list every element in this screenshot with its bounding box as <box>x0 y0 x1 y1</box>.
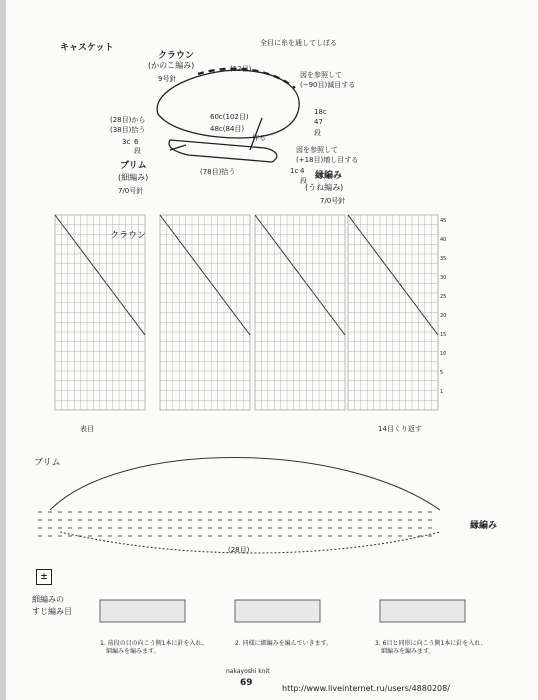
row-num: 15 <box>440 332 447 338</box>
brim-arrow <box>170 145 186 150</box>
footer-url[interactable]: http://www.liveinternet.ru/users/4880208/ <box>282 684 450 693</box>
stitches-12: (12目) <box>230 65 252 73</box>
technique-title-1: 細編みの <box>32 595 64 604</box>
row-num: 45 <box>440 218 447 224</box>
needle-9: 9号針 <box>158 75 177 83</box>
dan: 段 <box>314 129 321 137</box>
crown-grid-hatch <box>55 215 438 410</box>
make: 作る <box>252 134 266 142</box>
needle-7-right: 7/0号針 <box>320 197 346 205</box>
pickup-1: (28目)から <box>110 116 146 124</box>
c1-rows: 4 <box>300 167 305 175</box>
r47: 47 <box>314 118 323 126</box>
pickup-78: (78目)拾う <box>200 168 236 176</box>
c48: 48c(84目) <box>210 125 245 133</box>
c3-rows: 6 <box>134 138 139 146</box>
c3: 3c <box>122 138 131 146</box>
symbol-box: ± <box>36 569 52 585</box>
footer-page: 69 <box>240 678 253 688</box>
brim-sub: (細編み) <box>118 173 149 182</box>
step2: 2. 同様に細編みを編んでいきます。 <box>235 640 333 647</box>
legend-text: 表目 <box>80 425 94 433</box>
step1-b: 細編みを編みます。 <box>106 648 160 655</box>
row-num: 1 <box>440 389 444 395</box>
hat-title: キャスケット <box>60 43 114 53</box>
crown-label: クラウン <box>158 51 195 61</box>
brim-bottom <box>60 532 440 553</box>
repeat-note: 14目くり返す <box>378 425 422 433</box>
footer-brand: nakayoshi knit <box>226 668 270 675</box>
step3-a: 3. 6目と同形に向こう側1本に針を入れ、 <box>375 640 487 647</box>
dan2: 段 <box>134 147 141 155</box>
step1-a: 1. 前段の目の向こう側1本に針を入れ、 <box>100 640 208 647</box>
crown-chart-label: クラウン <box>110 231 147 241</box>
technique-title-2: すじ編み目 <box>32 607 72 616</box>
note-top: 全目に糸を通してしぼる <box>260 39 337 47</box>
brim-edge-label: 縁編み <box>470 521 498 531</box>
ref-minus: 図を参照して <box>300 71 342 79</box>
ref-plus: 図を参照して <box>296 146 338 154</box>
brim-arc <box>50 458 440 511</box>
edge-sub: (うね編み) <box>305 183 344 192</box>
brim-count-28: (28目) <box>228 546 250 554</box>
ref-minus-2: (−90目)減目する <box>300 81 356 89</box>
technique-illustrations <box>100 600 465 622</box>
brim-chart-label: ブリム <box>34 458 61 468</box>
brim-stitch-marks <box>38 512 432 536</box>
c60: 60c(102目) <box>210 113 249 121</box>
brim-chart <box>50 458 440 554</box>
crown-sub: (かのこ編み) <box>148 61 195 70</box>
row-num: 25 <box>440 294 447 300</box>
c18: 18c <box>314 108 327 116</box>
c1: 1c <box>290 167 299 175</box>
row-num: 30 <box>440 275 447 281</box>
brim-outline <box>169 140 277 162</box>
row-num: 35 <box>440 256 447 262</box>
step3-b: 細編みを編みます。 <box>381 648 435 655</box>
row-num: 5 <box>440 370 444 376</box>
edge-label: 縁編み <box>315 171 343 181</box>
ref-plus-2: (+18目)増し目する <box>296 156 359 164</box>
right-row-nums <box>440 218 446 408</box>
dan3: 段 <box>300 177 307 185</box>
row-num: 40 <box>440 237 447 243</box>
row-num: 20 <box>440 313 447 319</box>
brim-label: ブリム <box>120 161 147 171</box>
needle-7-left: 7/0号針 <box>118 187 144 195</box>
pickup-2: (38目)拾う <box>110 126 146 134</box>
row-num: 10 <box>440 351 447 357</box>
